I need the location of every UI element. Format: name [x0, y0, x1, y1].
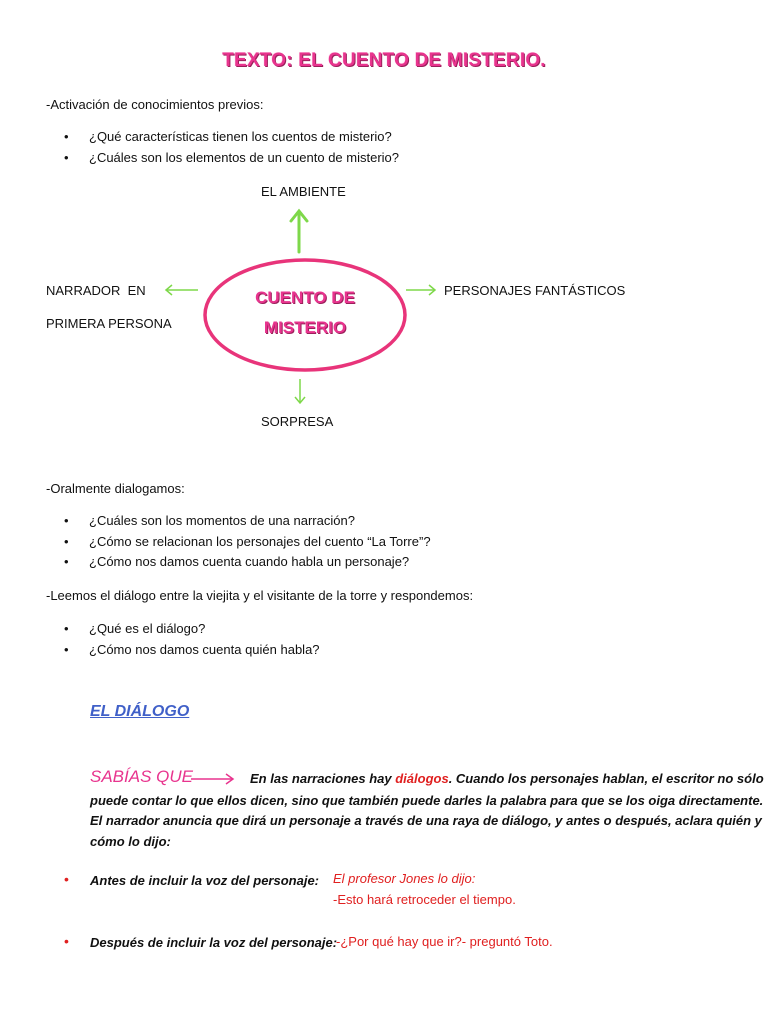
list-item: • ¿Cómo nos damos cuenta quién habla? — [64, 642, 320, 657]
list-item: • ¿Cómo nos damos cuenta cuando habla un personaje? — [64, 554, 410, 569]
paragraph-line-2: puede contar lo que ellos dicen, sino que también puede darles la palabra para que se los oiga directamente. — [90, 793, 764, 808]
paragraph-line-1: En las narraciones hay diálogos. Cuando los personajes hablan, el escritor no sólo — [250, 771, 764, 786]
before-label: Antes de incluir la voz del personaje: — [90, 873, 320, 888]
arrow-right-icon — [406, 285, 435, 295]
page-title: TEXTO: EL CUENTO DE MISTERIO. — [222, 50, 546, 71]
section-heading: EL DIÁLOGO — [90, 703, 190, 720]
list-item: • ¿Cómo se relacionan los personajes del cuento “La Torre”? — [64, 534, 431, 549]
diagram-center-line2: MISTERIO — [263, 318, 347, 337]
paragraph-line-4: cómo lo dijo: — [90, 834, 171, 849]
bullet-icon: • — [64, 642, 69, 657]
bullet-icon: • — [64, 129, 69, 144]
list-item: • ¿Qué es el diálogo? — [64, 621, 206, 636]
bullet-icon: • — [64, 554, 69, 569]
bullet-icon: • — [64, 150, 69, 165]
center-ellipse — [205, 260, 405, 370]
after-label: Después de incluir la voz del personaje: — [90, 935, 338, 950]
before-example-line1: El profesor Jones lo dijo: — [333, 871, 476, 886]
list-item: • ¿Cuáles son los elementos de un cuento de misterio? — [64, 150, 400, 165]
reading-heading: -Leemos el diálogo entre la viejita y el visitante de la torre y respondemos: — [46, 588, 474, 603]
paragraph-line-3: El narrador anuncia que dirá un personaje a través de una raya de diálogo, y antes o después, aclara quién y — [90, 813, 762, 828]
arrow-right-icon — [190, 772, 236, 786]
diagram-center-line1: CUENTO DE — [255, 288, 355, 307]
arrow-down-icon — [295, 379, 305, 403]
diagram-right-label: PERSONAJES FANTÁSTICOS — [444, 283, 626, 298]
concept-map-diagram — [0, 0, 768, 460]
activation-heading: -Activación de conocimientos previos: — [46, 97, 264, 112]
diagram-left-label-line2: PRIMERA PERSONA — [46, 316, 172, 331]
diagram-top-label: EL AMBIENTE — [261, 184, 346, 199]
list-item: • ¿Qué características tienen los cuentos de misterio? — [64, 129, 392, 144]
bullet-icon: • — [64, 621, 69, 636]
bullet-icon: • — [64, 871, 69, 887]
highlight-dialogos: diálogos — [395, 771, 449, 786]
before-example-line2: -Esto hará retroceder el tiempo. — [333, 892, 516, 907]
bullet-icon: • — [64, 933, 69, 949]
after-example: -¿Por qué hay que ir?- preguntó Toto. — [336, 934, 553, 949]
bullet-icon: • — [64, 513, 69, 528]
diagram-bottom-label: SORPRESA — [261, 414, 334, 429]
arrow-up-icon — [291, 211, 307, 252]
sabias-que-label: SABÍAS QUE — [90, 767, 193, 786]
list-item: • ¿Cuáles son los momentos de una narración? — [64, 513, 355, 528]
diagram-left-label-line1: NARRADOR EN — [46, 283, 146, 298]
bullet-icon: • — [64, 534, 69, 549]
oral-heading: -Oralmente dialogamos: — [46, 481, 185, 496]
arrow-left-icon — [166, 285, 198, 295]
